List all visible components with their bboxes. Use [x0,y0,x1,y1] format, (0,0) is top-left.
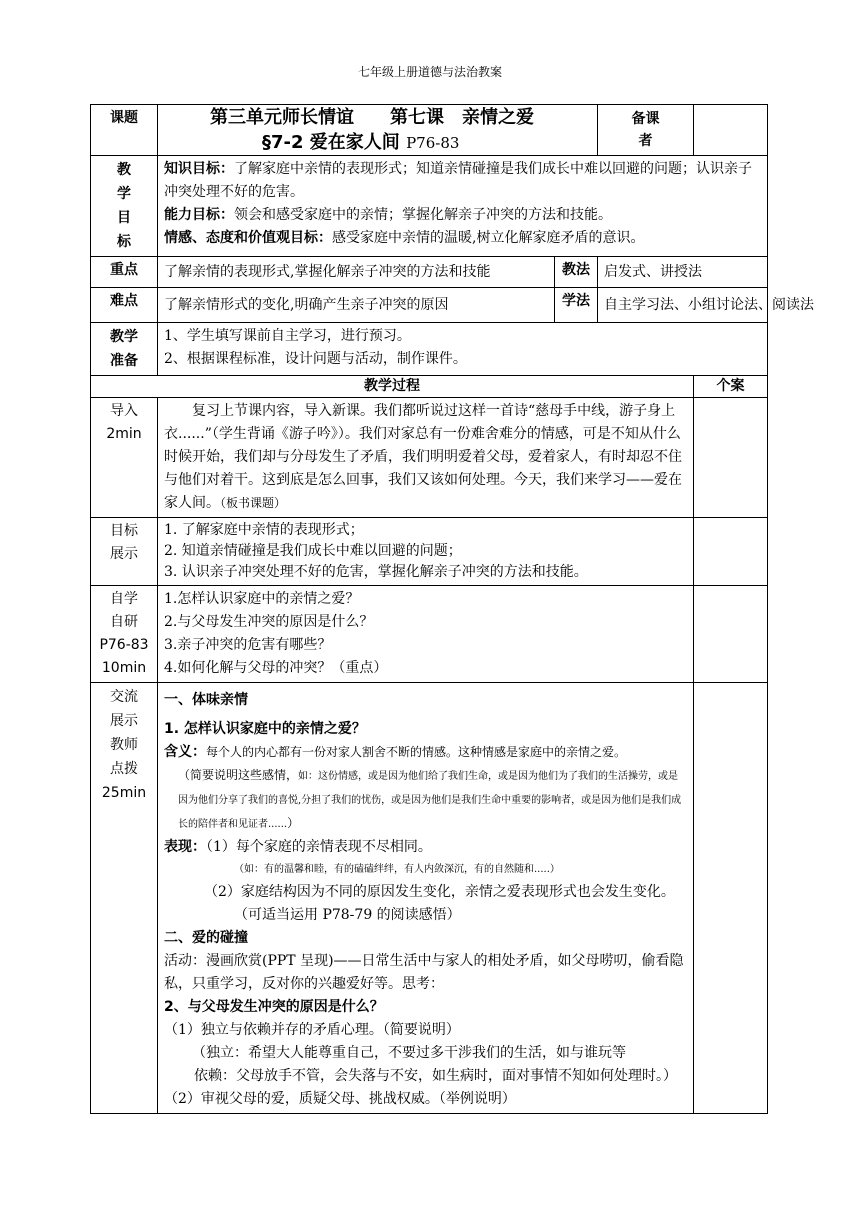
process-header: 教学过程 [91,376,694,398]
question-heading: 2、与父母发生冲突的原因是什么？ [164,999,384,1015]
unit-title: 第三单元师长情谊 第七课 亲情之爱 [210,107,534,128]
lesson-pages: P76-83 [406,134,460,152]
study-method-text: 自主学习法、小组讨论法、阅读法 [598,288,768,323]
difficulty-row [91,288,768,323]
lesson-title [158,131,597,155]
teaching-method-label: 教法 [555,257,598,288]
exchange-personal [694,683,768,1114]
self-study-personal [694,586,768,683]
reason-item: （2）审视父母的爱，质疑父母、挑战权威。（举例说明） [164,1091,516,1107]
key-point-row [91,257,768,288]
preparation-row [91,323,768,376]
question-item: 3.亲子冲突的危害有哪些？ [164,637,332,653]
knowledge-objective: 知识目标：了解家庭中亲情的表现形式；知道亲情碰撞是我们成长中难以回避的问题；认识亲子冲突处理不好的危害。 [164,161,752,200]
preparation-item: 1、学生填写课前自主学习，进行预习。 [164,328,411,344]
intro-row [91,398,768,518]
key-point-text: 了解亲情的表现形式,掌握化解亲子冲突的方法和技能 [158,257,555,288]
difficulty-text: 了解亲情形式的变化,明确产生亲子冲突的原因 [158,288,555,323]
meaning-line: 含义：每个人的内心都有一份对家人割舍不断的情感。这种情感是家庭中的亲情之爱。 [164,744,627,760]
teaching-method-text: 启发式、讲授法 [598,257,768,288]
objectives-content [158,156,768,257]
question-item: 4.如何化解与父母的冲突？（重点） [164,660,388,676]
self-study-content [158,586,694,683]
expression-note: （如：有的温馨和睦，有的磕磕绊绊，有人内敛深沉，有的自然随和.....） [234,864,560,875]
reason-item: （1）独立与依赖并存的矛盾心理。（简要说明） [164,1022,460,1038]
lesson-title-main: §7-2 爱在家人间 [262,132,400,153]
question-item: 1.怎样认识家庭中的亲情之爱？ [164,591,360,607]
expression-line: 表现：（1）每个家庭的亲情表现不尽相同。 [164,839,432,855]
section-title: 一、体味亲情 [164,692,248,708]
emotion-objective: 情感、态度和价值观目标：感受家庭中亲情的温暖,树立化解家庭矛盾的意识。 [164,230,645,246]
brief-note: （简要说明这些感情，如：这份情感，或是因为他们给了我们生命，或是因为他们为了我们的生活操劳，或是因为他们分享了我们的喜悦,分担了我们的忧伤，或是因为他们是我们生命中重要的影响者，或是因为他们是我们成长的陪伴者和见证者......） [178,768,682,830]
question-heading: 1. 怎样认识家庭中的亲情之爱？ [164,721,366,737]
title-cell [158,105,598,156]
goals-row [91,518,768,586]
page-header: 七年级上册道德与法治教案 [357,65,502,79]
ability-objective: 能力目标：领会和感受家庭中的亲情；掌握化解亲子冲突的方法和技能。 [164,207,612,223]
study-method-label: 学法 [555,288,598,323]
goal-item: 3. 认识亲子冲突处理不好的危害，掌握化解亲子冲突的方法和技能。 [164,564,588,580]
goal-item: 2. 知道亲情碰撞是我们成长中难以回避的问题； [164,543,462,559]
reason-detail: （独立：希望大人能尊重自己，不要过多干涉我们的生活，如与谁玩等 [192,1045,626,1061]
intro-label: 导入 2min [91,398,158,518]
preparation-item: 2、根据课程标准，设计问题与活动，制作课件。 [164,351,467,367]
lesson-plan-table [90,104,815,1114]
preparer-label: 备课者 [598,105,694,156]
preparation-label: 教学 准备 [91,323,158,376]
exchange-row [91,683,768,1114]
key-point-label: 重点 [91,257,158,288]
expression-line-2: （2）家庭结构因为不同的原因发生变化，亲情之爱表现形式也会发生变化。 [204,884,675,900]
self-study-label: 自学 自研 P76-83 10min [91,586,158,683]
self-study-row [91,586,768,683]
reason-detail: 依赖：父母放手不管，会失落与不安，如生病时，面对事情不知如何处理时。） [194,1068,677,1084]
title-row [91,105,768,156]
objectives-row [91,156,768,257]
goals-content [158,518,694,586]
goals-personal [694,518,768,586]
activity-text: 活动：漫画欣赏(PPT 呈现)——日常生活中与家人的相处矛盾，如父母唠叨，偷看隐私，只重学习，反对你的兴趣爱好等。思考： [164,953,684,992]
preparation-content [158,323,768,376]
goals-label: 目标 展示 [91,518,158,586]
question-item: 2.与父母发生冲突的原因是什么？ [164,614,374,630]
exchange-content [158,683,694,1114]
difficulty-label: 难点 [91,288,158,323]
title-label: 课题 [91,105,158,156]
preparer-value [694,105,768,156]
process-header-row [91,376,768,398]
exchange-label: 交流 展示 教师 点拨 25min [91,683,158,1114]
objectives-label: 教 学 目 标 [91,156,158,257]
expression-note-2: （可适当运用 P78-79 的阅读感悟） [234,907,461,923]
section-title: 二、爱的碰撞 [164,930,248,946]
personal-header: 个案 [694,376,768,398]
intro-personal [694,398,768,518]
goal-item: 1. 了解家庭中亲情的表现形式； [164,522,364,538]
intro-content: 复习上节课内容，导入新课。我们都听说过这样一首诗“慈母手中线，游子身上衣......”（学生背诵《游子吟》）。我们对家总有一份难舍难分的情感，可是不知从什么时候开始，我们却与分母发生了矛盾，我们明明爱着父母，爱着家人，有时却忍不住与他们对着干。这到底是怎么回事，我们又该如何处理。今天，我们来学习——爱在家人间。（板书课题） [158,398,694,518]
